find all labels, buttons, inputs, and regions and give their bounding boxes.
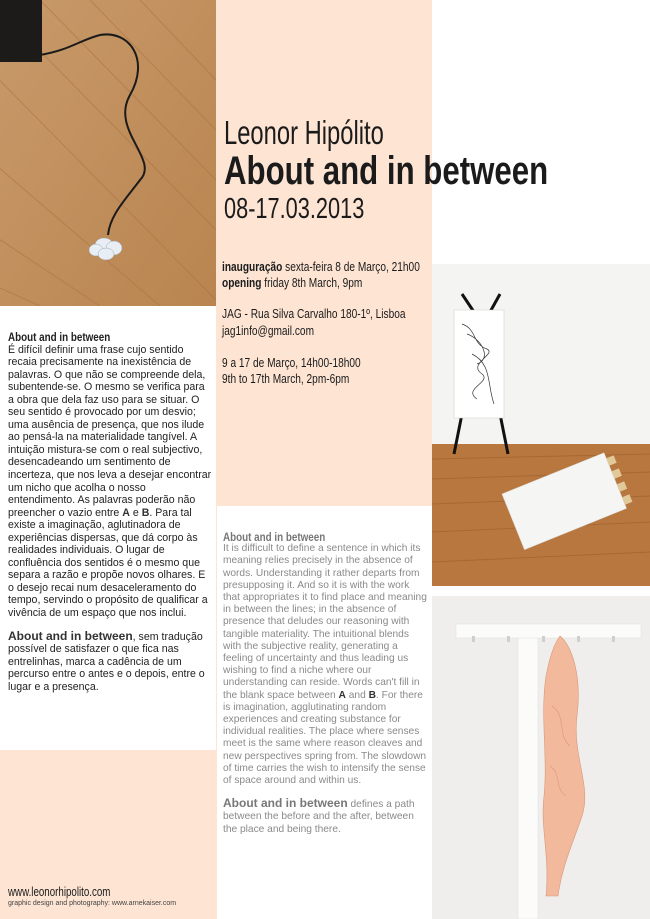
- photo-easel-drawing: [432, 264, 650, 586]
- pt-letter-a: A: [122, 506, 130, 519]
- venue-address: JAG - Rua Silva Carvalho 180-1º, Lisboa: [222, 306, 406, 321]
- english-text: [223, 531, 428, 836]
- en-paragraph-1a: It is difficult to define a sentence in which its meaning relies precisely in the absence of words. Understanding it rather departs from presupposing it. And so it is with the work that appropriates it to find place and meaning in between the lines; in the absence of presence that deludes our reasoning with tangible materiality. The intuitional blends with the subjective reality, generating a feeling of uncertainty and thus leading us wishing to find a niche where our understanding can reside. Words can't fill in the blank space between: [223, 543, 427, 701]
- opening-en: [222, 275, 362, 291]
- opening-en-label: opening: [222, 275, 262, 290]
- website-link[interactable]: www.leonorhipolito.com: [8, 884, 111, 899]
- en-letter-b: B: [368, 689, 376, 701]
- en-letter-a: A: [338, 689, 346, 701]
- venue-email[interactable]: jag1info@gmail.com: [222, 323, 315, 338]
- design-credit: graphic design and photography: www.arnekaiser.com: [8, 900, 177, 907]
- exhibition-dates: 08-17.03.2013: [224, 193, 365, 225]
- pt-conj: e: [129, 506, 142, 519]
- opening-en-value: friday 8th March, 9pm: [264, 275, 363, 290]
- en-paragraph-2: defines a path between the before and the after, between the place and being there.: [223, 799, 415, 835]
- pt-paragraph-1a: É difícil definir uma frase cujo sentido recaia precisamente na inexistência de palavras. O que não se compreende dela, subentende-se. O mesmo se verifica para a obra que dela faz uso para se situar. O seu sentido é provocado por um desvio; uma ausência de presença, que nos ilude ao pensá-la na materialidade tangível. A intuição mistura-se com o real subjectivo, desencadeando um sentimento de incerteza, que nos leva a desejar encontrar um nicho que acolha o nosso entendimento. As palavras poderão não preencher o vazio entre: [8, 343, 212, 519]
- hours-pt: 9 a 17 de Março, 14h00-18h00: [222, 355, 361, 370]
- photo-rack-fabric: [432, 596, 650, 919]
- en-paragraph-2-heading: About and in between: [223, 796, 348, 811]
- en-heading: About and in between: [223, 530, 326, 544]
- pt-paragraph-2: , sem tradução possível de satisfazer o que fica nas entrelinhas, marca a cadência de um percurso entre o antes e o depois, entre o lugar e a presença.: [8, 630, 205, 693]
- en-paragraph-1b: . For there is imagination, agglutinating random experiences and creating substance for individual realities. The place where senses meet is the same where reason cleaves and new perspectives spring from. The slowdown of time carries the wish to intensify the sense of space around and within us.: [223, 689, 427, 787]
- pt-paragraph-1b: . Para tal existe a imaginação, aglutinadora de experiências dispersas, que dá corpo às realidades individuais. O lugar de confluência dos sentidos é o mesmo que separa a razão e propõe novos olhares. E o desejo recai num desaceleramento do tempo, servindo o propósito de qualificar a vivência de um espaço que nos inclui.: [8, 506, 208, 620]
- artist-name: Leonor Hipólito: [224, 114, 384, 151]
- portuguese-text: [8, 331, 213, 693]
- opening-pt: [222, 259, 420, 275]
- hours-en: 9th to 17th March, 2pm-6pm: [222, 371, 350, 386]
- opening-pt-value: sexta-feira 8 de Março, 21h00: [285, 259, 420, 274]
- pt-letter-b: B: [141, 506, 150, 519]
- footer: [8, 884, 176, 907]
- exhibition-title: About and in between: [224, 149, 549, 193]
- pt-heading: About and in between: [8, 330, 111, 344]
- opening-pt-label: inauguração: [222, 259, 283, 274]
- en-conj: and: [345, 689, 369, 701]
- pt-paragraph-2-heading: About and in between: [8, 628, 133, 643]
- headline: [224, 116, 644, 224]
- photo-floor-cable: [0, 0, 216, 306]
